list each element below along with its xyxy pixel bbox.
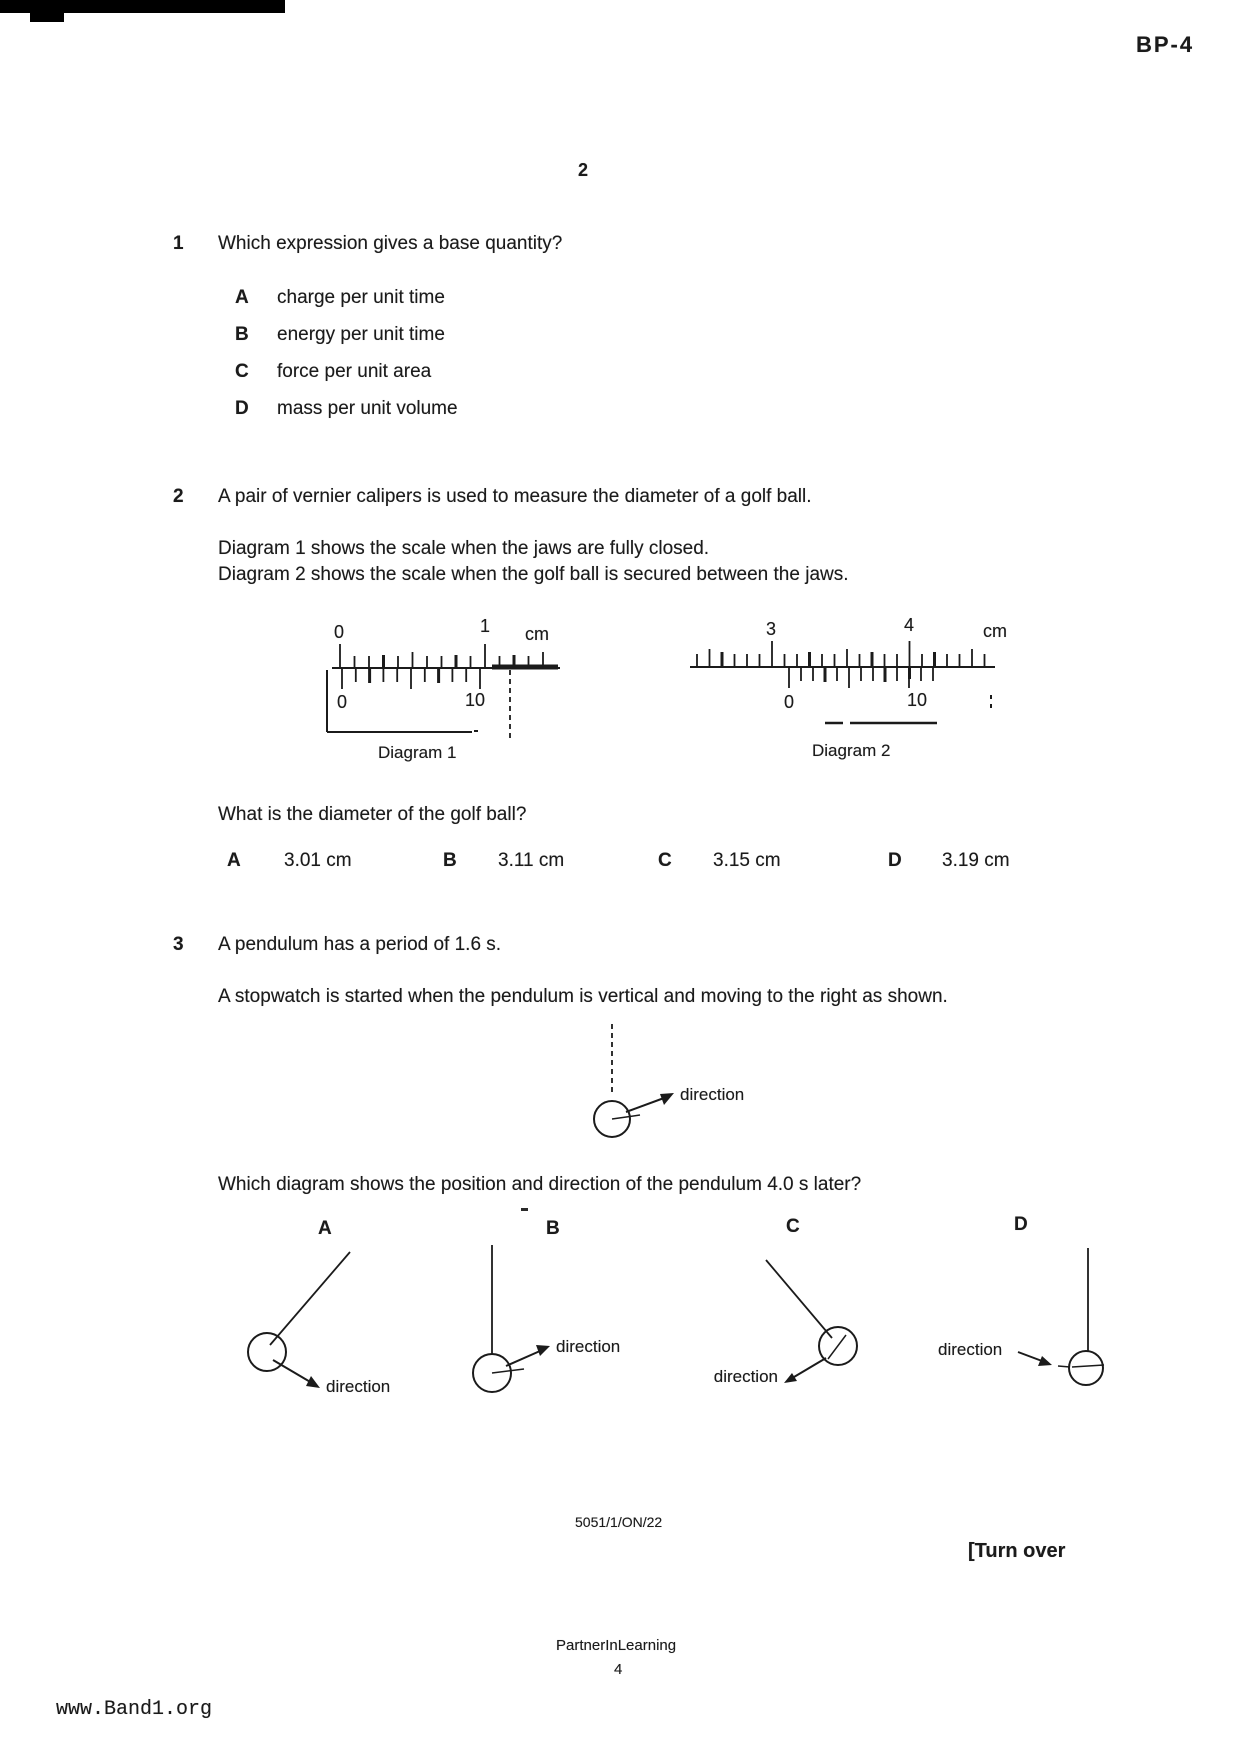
footer-watermark: www.Band1.org [56,1698,213,1721]
d2-vernier-right-label: 10 [907,690,928,710]
choice-d-arrowhead [1038,1356,1052,1366]
q3-intro2: A stopwatch is started when the pendulum is vertical and moving to the right as shown. [218,986,948,1007]
q1-option-a-text: charge per unit time [277,287,445,308]
d1-main-left-label: 0 [334,622,345,642]
scan-artifact-block [30,0,64,22]
q2-option-b-text: 3.11 cm [498,850,565,871]
choice-b-direction-label: direction [556,1337,621,1356]
d1-main-right-label: 1 [480,616,491,636]
q2-desc1: Diagram 1 shows the scale when the jaws are fully closed. [218,538,710,559]
choice-b-diagram [430,1240,660,1405]
q1-number: 1 [173,233,184,254]
diagram1-caption: Diagram 1 [378,743,457,762]
q3-intro1: A pendulum has a period of 1.6 s. [218,934,502,955]
footer-paper-code: 5051/1/ON/22 [575,1514,663,1530]
footer-brand-page: 4 [614,1661,623,1678]
q3-choice-c-label: C [786,1216,800,1237]
choice-d-direction-label: direction [938,1340,1003,1359]
q3-choice-b-label: B [546,1218,560,1239]
q2-option-c-text: 3.15 cm [713,850,781,871]
q2-option-c-label: C [658,850,672,871]
pendulum-direction-label: direction [680,1085,745,1104]
q2-option-d-text: 3.19 cm [942,850,1010,871]
choice-c-arrowhead [784,1373,797,1383]
q1-option-b-text: energy per unit time [277,324,445,345]
d2-main-right-label: 4 [904,615,915,635]
footer-turn-over: [Turn over [968,1540,1066,1562]
d1-unit-label: cm [525,624,549,644]
q3-number: 3 [173,934,184,955]
q2-option-a-label: A [227,850,241,871]
q1-option-d-text: mass per unit volume [277,398,458,419]
diagram2-caption: Diagram 2 [812,741,891,760]
footer-brand: PartnerInLearning [556,1637,677,1654]
choice-b-arrowhead [536,1345,550,1356]
choice-a-direction-label: direction [326,1377,391,1396]
scan-speck [521,1208,528,1211]
q2-intro: A pair of vernier calipers is used to measure the diameter of a golf ball. [218,486,812,507]
q3-choice-d-label: D [1014,1214,1028,1235]
pendulum-diagram [560,1020,800,1145]
q3-choice-a-label: A [318,1218,332,1239]
page-number: 2 [578,160,589,180]
d2-unit-label: cm [983,621,1007,641]
direction-arrow [626,1098,664,1112]
q3-question: Which diagram shows the position and direction of the pendulum 4.0 s later? [218,1174,862,1195]
q1-question: Which expression gives a base quantity? [218,233,563,254]
q2-number: 2 [173,486,184,507]
q1-option-a-label: A [235,287,249,308]
q1-option-d-label: D [235,398,249,419]
choice-c-direction-label: direction [713,1367,778,1386]
d1-vernier-right-label: 10 [465,690,486,710]
q2-option-a-text: 3.01 cm [284,850,352,871]
choice-c-diagram [680,1245,910,1410]
q2-desc2: Diagram 2 shows the scale when the golf ball is secured between the jaws. [218,564,849,585]
q2-option-d-label: D [888,850,902,871]
choice-d-bob [1069,1351,1103,1385]
choice-d-diagram [920,1240,1170,1405]
vernier-diagram-2 [685,605,1015,750]
q1-option-c-text: force per unit area [277,361,432,382]
d2-vernier-left-label: 0 [784,692,795,712]
q2-option-b-label: B [443,850,457,871]
q1-option-b-label: B [235,324,249,345]
header-code: BP-4 [1136,32,1195,57]
d1-vernier-left-label: 0 [337,692,348,712]
q2-question: What is the diameter of the golf ball? [218,804,527,825]
direction-arrowhead [660,1093,674,1105]
q1-option-c-label: C [235,361,249,382]
choice-a-arrowhead [306,1376,320,1388]
d2-main-left-label: 3 [766,619,777,639]
vernier-diagram-1 [320,610,580,750]
